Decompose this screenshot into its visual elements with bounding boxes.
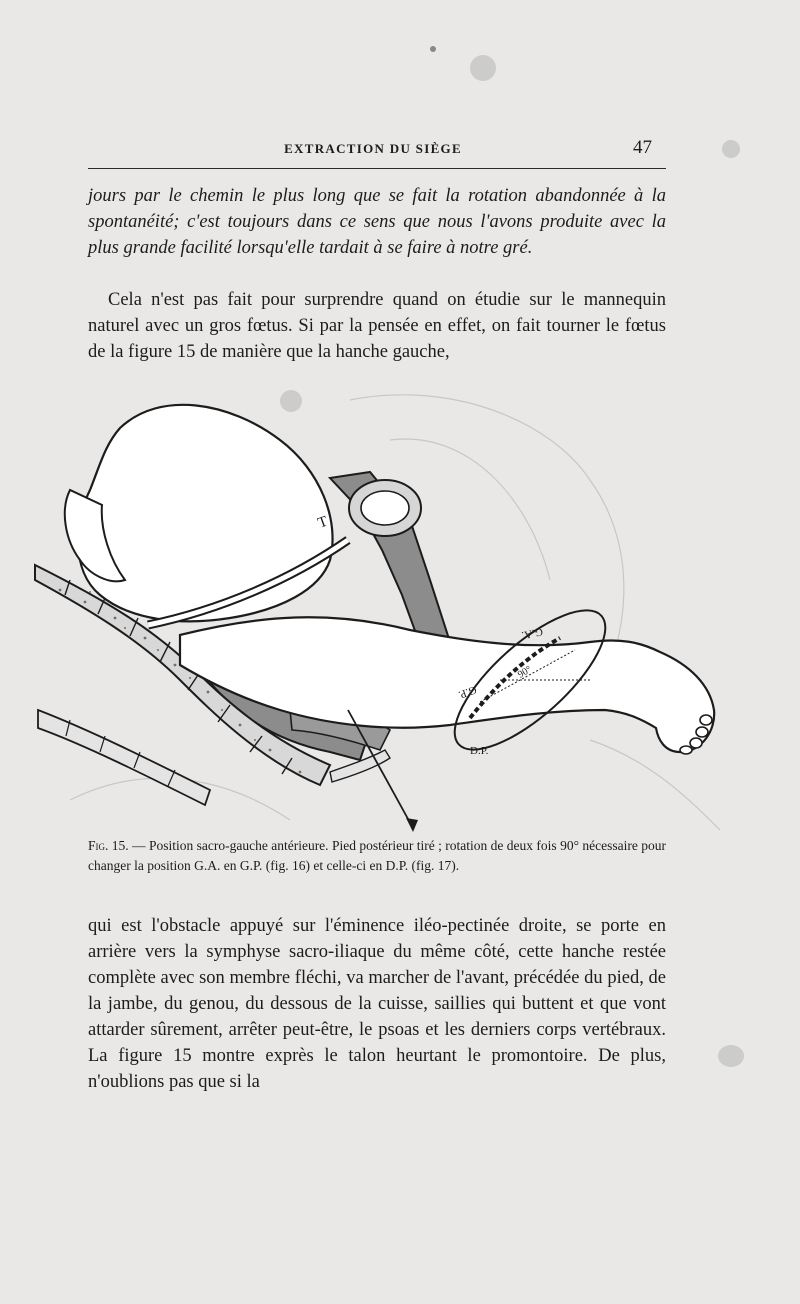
fetus-body <box>78 405 332 622</box>
running-head <box>88 138 658 162</box>
lower-spine <box>38 710 210 805</box>
paper-stain <box>722 140 740 158</box>
caption-text: — Position sacro-gauche antérieure. Pied postérieur tiré ; rotation de deux fois 90° nécessaire pour changer la position G.A. en G.P. (fig. 16) et celle-ci en D.P. (fig. 17). <box>88 838 666 873</box>
paragraph <box>88 287 666 365</box>
label-t: T <box>315 513 330 532</box>
thigh-section-inner <box>361 491 409 525</box>
paper-stain <box>718 1045 744 1067</box>
paragraph-text: Cela n'est pas fait pour surprendre quand on étudie sur le mannequin naturel avec un gros fœtus. Si par la pensée en effet, on fait tourner le fœtus de la figure 15 de manière que la hanche gauche, <box>88 290 666 362</box>
chapter-title: EXTRACTION DU SIÈGE <box>284 141 462 156</box>
paragraph-text: qui est l'obstacle appuyé sur l'éminence iléo-pectinée droite, se porte en arrière vers la symphyse sacro-iliaque du même côté, cette hanche restée complète avec son membre fléchi, va marcher de l'avant, précédée du pied, de la jambe, du genou, du dessous de la cuisse, saillies qui buttent et que vont attarder sûrement, arrêter peut-être, le psoas et les derniers corps vertébraux. La figure 15 montre exprès le talon heurtant le promontoire. De plus, n'oublions pas que si la <box>88 916 666 1092</box>
page-number: 47 <box>633 137 652 158</box>
paragraph-continuation <box>88 183 666 261</box>
figure-15-illustration <box>30 380 730 835</box>
figure-caption <box>88 836 666 876</box>
paper-stain <box>470 55 496 81</box>
header-rule <box>88 168 666 169</box>
label-gp: G.P. <box>456 683 479 701</box>
arrow-head <box>406 818 418 832</box>
paragraph-text: jours par le chemin le plus long que se fait la rotation abandonnée à la spontanéité; c'est toujours dans ce sens que nous l'avons produite avec la plus grande facilité lorsqu'elle tardait à se faire à notre gré. <box>88 186 666 258</box>
label-ga: G.A. <box>520 625 544 642</box>
label-dp: D.P. <box>470 745 489 757</box>
paper-stain <box>430 46 436 52</box>
paragraph <box>88 913 666 1095</box>
caption-figure-label: Fig. 15. <box>88 838 129 853</box>
label-deg: 90° <box>516 664 534 681</box>
